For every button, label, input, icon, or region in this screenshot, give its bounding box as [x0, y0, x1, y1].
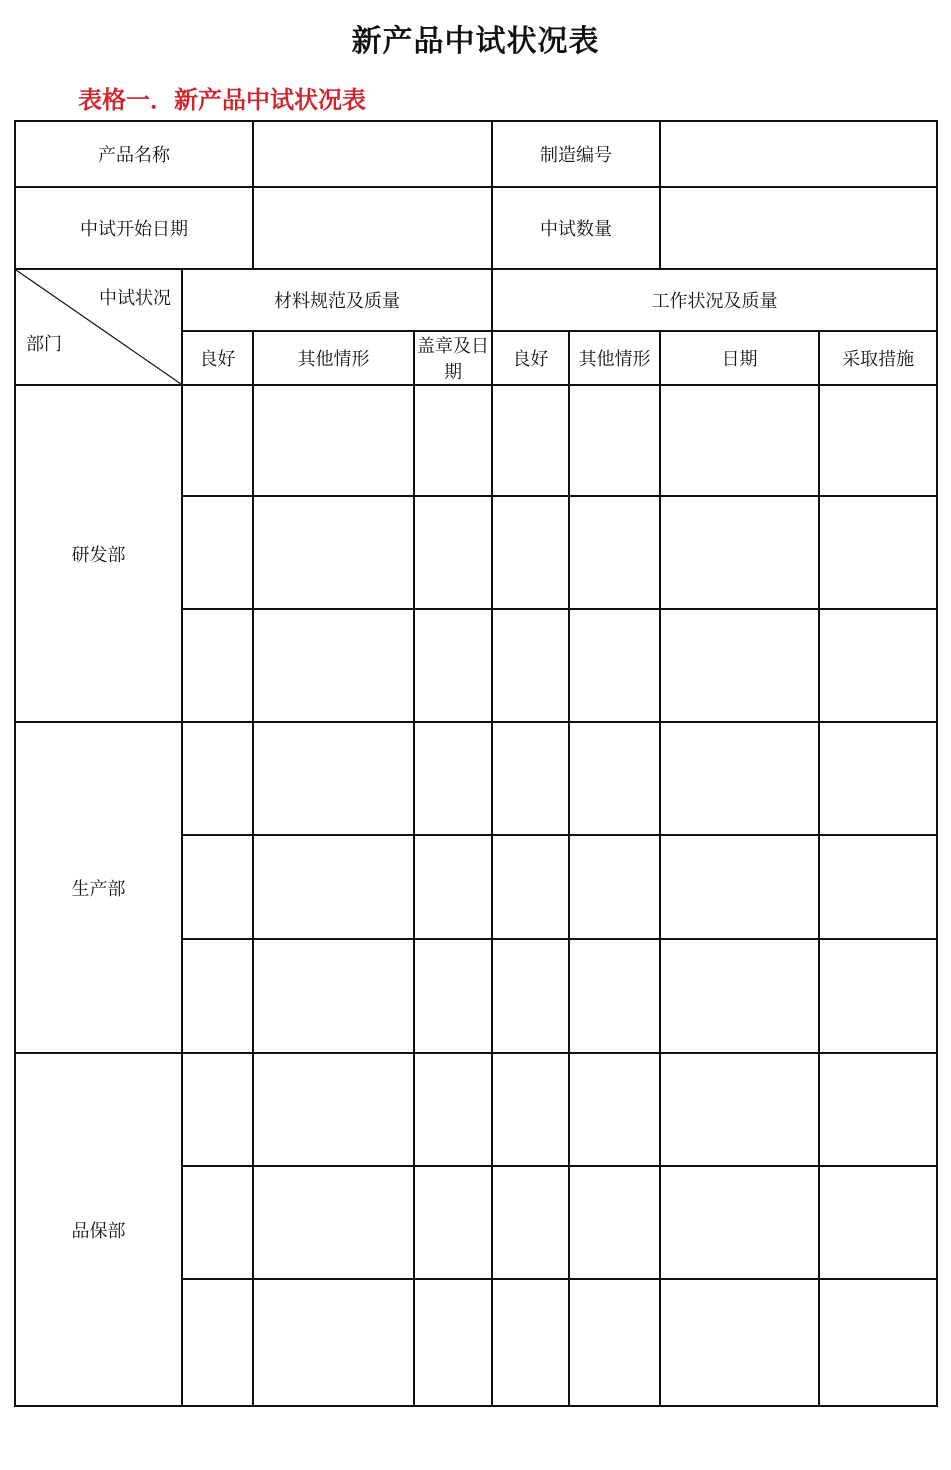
cell-date[interactable] [660, 835, 819, 939]
cell-other[interactable] [253, 609, 414, 722]
cell-work-good[interactable] [492, 1279, 569, 1406]
col-header-measures: 采取措施 [819, 331, 937, 385]
product-name-label: 产品名称 [15, 121, 253, 187]
cell-work-other[interactable] [569, 1279, 660, 1406]
group-header-work: 工作状况及质量 [492, 269, 937, 331]
cell-good[interactable] [182, 1166, 253, 1279]
cell-work-good[interactable] [492, 1053, 569, 1166]
cell-other[interactable] [253, 835, 414, 939]
cell-date[interactable] [660, 609, 819, 722]
cell-work-other[interactable] [569, 1166, 660, 1279]
cell-other[interactable] [253, 1166, 414, 1279]
col-header-good: 良好 [182, 331, 253, 385]
col-header-other: 其他情形 [253, 331, 414, 385]
cell-other[interactable] [253, 939, 414, 1053]
cell-measures[interactable] [819, 1166, 937, 1279]
cell-work-other[interactable] [569, 609, 660, 722]
table-row [15, 722, 937, 835]
cell-good[interactable] [182, 496, 253, 609]
cell-date[interactable] [660, 1053, 819, 1166]
cell-measures[interactable] [819, 609, 937, 722]
cell-other[interactable] [253, 722, 414, 835]
table-row [15, 1053, 937, 1166]
cell-date[interactable] [660, 385, 819, 496]
cell-work-other[interactable] [569, 835, 660, 939]
cell-seal-date[interactable] [414, 385, 492, 496]
cell-seal-date[interactable] [414, 1279, 492, 1406]
cell-date[interactable] [660, 1279, 819, 1406]
cell-seal-date[interactable] [414, 1166, 492, 1279]
start-date-field[interactable] [253, 187, 492, 269]
cell-work-other[interactable] [569, 385, 660, 496]
cell-seal-date[interactable] [414, 722, 492, 835]
cell-measures[interactable] [819, 1279, 937, 1406]
diag-header-status: 中试状况 [99, 288, 171, 309]
cell-seal-date[interactable] [414, 609, 492, 722]
table-caption: 表格一．新产品中试状况表 [78, 85, 366, 114]
serial-number-field[interactable] [660, 121, 937, 187]
department-production: 生产部 [15, 722, 182, 1053]
start-date-label: 中试开始日期 [15, 187, 253, 269]
cell-good[interactable] [182, 609, 253, 722]
quantity-label: 中试数量 [492, 187, 660, 269]
col-header-work-other: 其他情形 [569, 331, 660, 385]
cell-other[interactable] [253, 385, 414, 496]
col-header-seal-date: 盖章及日期 [414, 331, 492, 385]
product-name-field[interactable] [253, 121, 492, 187]
cell-work-other[interactable] [569, 1053, 660, 1166]
cell-good[interactable] [182, 939, 253, 1053]
col-header-date: 日期 [660, 331, 819, 385]
group-header-material: 材料规范及质量 [182, 269, 492, 331]
department-rd: 研发部 [15, 385, 182, 722]
cell-work-good[interactable] [492, 496, 569, 609]
cell-work-other[interactable] [569, 496, 660, 609]
cell-other[interactable] [253, 1279, 414, 1406]
cell-measures[interactable] [819, 1053, 937, 1166]
cell-measures[interactable] [819, 939, 937, 1053]
cell-work-good[interactable] [492, 385, 569, 496]
cell-good[interactable] [182, 1279, 253, 1406]
cell-work-other[interactable] [569, 939, 660, 1053]
cell-good[interactable] [182, 385, 253, 496]
cell-seal-date[interactable] [414, 496, 492, 609]
cell-good[interactable] [182, 835, 253, 939]
cell-work-good[interactable] [492, 609, 569, 722]
page-title: 新产品中试状况表 [351, 24, 600, 59]
cell-work-good[interactable] [492, 1166, 569, 1279]
diag-header-department: 部门 [26, 334, 62, 355]
cell-measures[interactable] [819, 496, 937, 609]
cell-date[interactable] [660, 1166, 819, 1279]
cell-measures[interactable] [819, 835, 937, 939]
cell-good[interactable] [182, 1053, 253, 1166]
department-quality: 品保部 [15, 1053, 182, 1406]
serial-number-label: 制造编号 [492, 121, 660, 187]
cell-date[interactable] [660, 722, 819, 835]
cell-good[interactable] [182, 722, 253, 835]
cell-seal-date[interactable] [414, 835, 492, 939]
col-header-work-good: 良好 [492, 331, 569, 385]
table-row [15, 385, 937, 496]
cell-other[interactable] [253, 1053, 414, 1166]
cell-date[interactable] [660, 496, 819, 609]
cell-measures[interactable] [819, 722, 937, 835]
cell-seal-date[interactable] [414, 939, 492, 1053]
cell-other[interactable] [253, 496, 414, 609]
cell-work-good[interactable] [492, 939, 569, 1053]
pilot-test-table [14, 120, 938, 1407]
cell-seal-date[interactable] [414, 1053, 492, 1166]
cell-work-good[interactable] [492, 835, 569, 939]
cell-work-other[interactable] [569, 722, 660, 835]
diagonal-header-cell [15, 269, 182, 385]
quantity-field[interactable] [660, 187, 937, 269]
cell-measures[interactable] [819, 385, 937, 496]
cell-work-good[interactable] [492, 722, 569, 835]
cell-date[interactable] [660, 939, 819, 1053]
